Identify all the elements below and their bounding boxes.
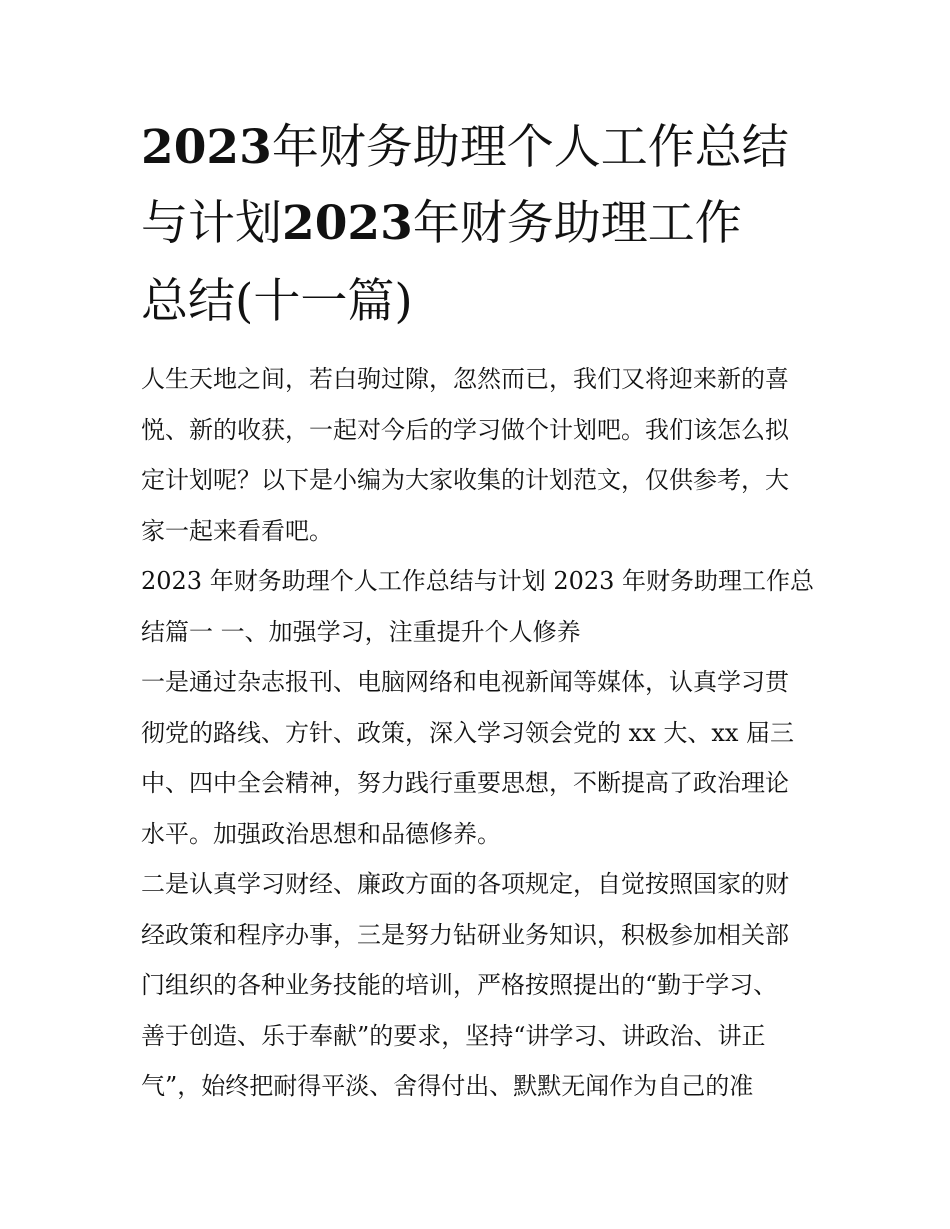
body-line: 家一起来看看吧。	[141, 517, 333, 545]
title-year: 2023	[282, 196, 413, 251]
body-line: 门组织的各种业务技能的培训，严格按照提出的“勤于学习、	[141, 971, 778, 999]
document-title-line-2	[141, 194, 821, 254]
body-line: 善于创造、乐于奉献”的要求，坚持“讲学习、讲政治、讲正	[141, 1022, 766, 1050]
body-line: 二是认真学习财经、廉政方面的各项规定，自觉按照国家的财	[141, 870, 789, 898]
body-line: 2023 年财务助理个人工作总结与计划 2023 年财务助理工作总	[141, 567, 815, 595]
body-line: 悦、新的收获，一起对今后的学习做个计划吧。我们该怎么拟	[141, 416, 789, 444]
body-line: 经政策和程序办事，三是努力钻研业务知识，积极参加相关部	[141, 921, 789, 949]
title-text: 总结(十一篇)	[141, 274, 413, 329]
body-line: 水平。加强政治思想和品德修养。	[141, 820, 501, 848]
body-line: 中、四中全会精神，努力践行重要思想，不断提高了政治理论	[141, 769, 789, 797]
body-line: 人生天地之间，若白驹过隙，忽然而已，我们又将迎来新的喜	[141, 365, 789, 393]
document-title-line-1	[141, 118, 821, 178]
body-line: 彻党的路线、方针、政策，深入学习领会党的 xx 大、xx 届三	[141, 719, 795, 747]
body-line: 一是通过杂志报刊、电脑网络和电视新闻等媒体，认真学习贯	[141, 668, 789, 696]
body-line: 定计划呢？以下是小编为大家收集的计划范文，仅供参考，大	[141, 466, 789, 494]
body-line: 结篇一 一、加强学习，注重提升个人修养	[141, 618, 581, 646]
document-title-line-3	[141, 272, 821, 332]
title-text: 年财务助理个人工作总结	[271, 120, 789, 175]
title-text: 年财务助理工作	[412, 196, 742, 251]
title-text: 与计划	[141, 196, 282, 251]
title-year: 2023	[141, 120, 272, 175]
body-line: 气”，始终把耐得平淡、舍得付出、默默无闻作为自己的准	[141, 1072, 754, 1100]
